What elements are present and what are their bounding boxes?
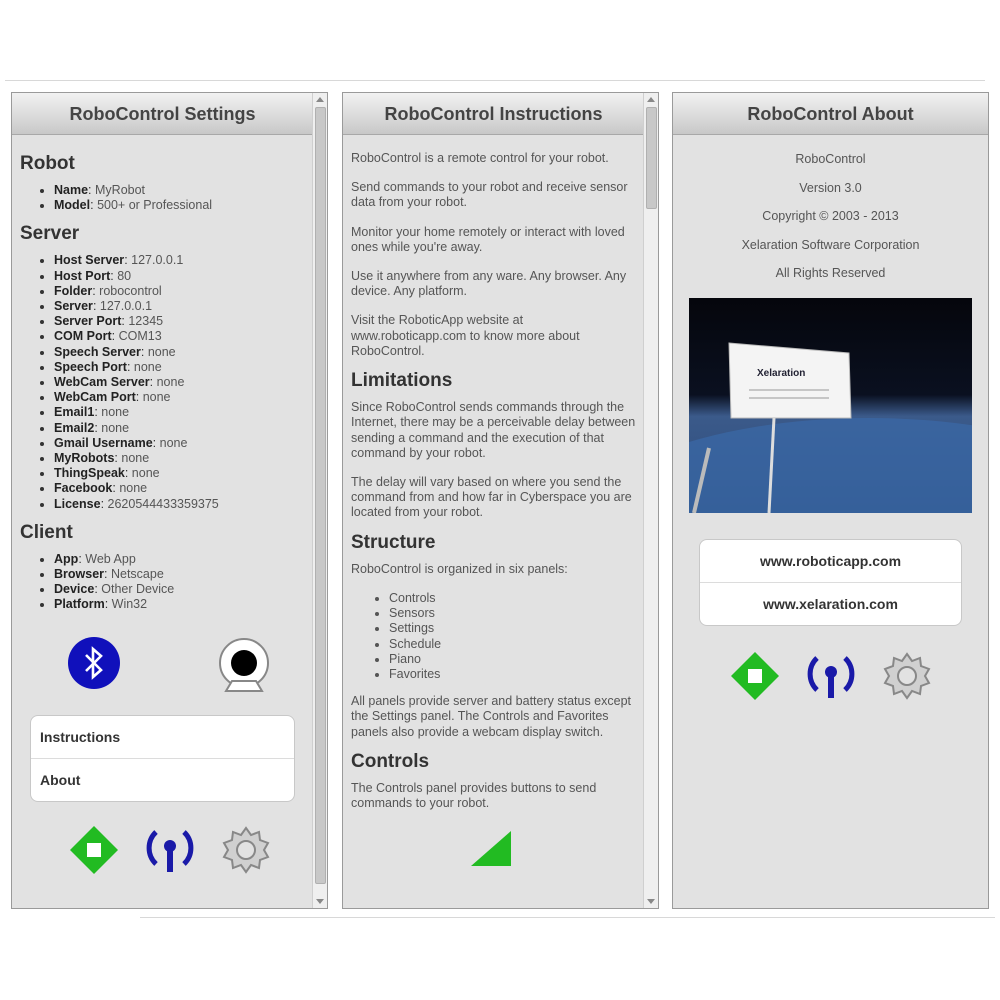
instructions-button[interactable]: Instructions: [31, 716, 294, 759]
section-heading-server: Server: [20, 223, 80, 245]
section-heading-robot: Robot: [20, 153, 75, 174]
limitations-paragraph: Since RoboControl sends commands through the Internet, there may be a perceivable delay between sending a command and the execution of that command by your robot.: [351, 400, 636, 460]
list-item: • Schedule: [389, 637, 638, 652]
list-item: • Host Port: 80: [54, 269, 305, 284]
list-item: • Piano: [389, 652, 638, 667]
rights-text: All Rights Reserved: [775, 266, 886, 280]
list-item: • Folder: robocontrol: [54, 284, 305, 299]
controls-heading: Controls: [351, 750, 430, 772]
list-item: • WebCam Server: none: [54, 375, 305, 390]
settings-title: RoboControl Settings: [12, 93, 313, 135]
list-item: • Controls: [389, 591, 638, 606]
xelaration-link[interactable]: www.xelaration.com: [763, 595, 898, 612]
list-item: • Email1: none: [54, 405, 305, 420]
bottom-divider: [140, 917, 995, 918]
settings-bottom-nav: [20, 824, 305, 884]
about-button[interactable]: About: [40, 771, 81, 788]
webcam-icon[interactable]: [216, 637, 272, 693]
settings-scrollbar[interactable]: [312, 93, 327, 908]
list-item: • Host Server: 127.0.0.1: [54, 253, 305, 268]
intro-paragraph: Visit the RoboticApp website at www.roboticapp.com to know more about RoboControl.: [351, 313, 580, 358]
list-item: • Name: MyRobot: [54, 183, 305, 198]
intro-paragraph: Send commands to your robot and receive sensor data from your robot.: [351, 180, 628, 210]
robot-list: [20, 183, 305, 213]
settings-gear-icon[interactable]: [220, 824, 272, 876]
controls-arrow-icon: [461, 826, 521, 866]
intro-paragraph: Monitor your home remotely or interact with loved ones while you're away.: [351, 224, 625, 254]
list-item: • Model: 500+ or Professional: [54, 198, 305, 213]
instructions-panel: [342, 92, 659, 909]
space-photo: [689, 298, 972, 513]
sensors-icon[interactable]: [805, 650, 857, 702]
bluetooth-icon[interactable]: [68, 637, 120, 689]
controls-icon[interactable]: [729, 650, 781, 702]
structure-list: [351, 591, 638, 682]
list-item: • Gmail Username: none: [54, 436, 305, 451]
about-links: [699, 539, 962, 626]
sensors-icon[interactable]: [144, 824, 196, 876]
scroll-thumb[interactable]: [646, 107, 657, 209]
photo-sign-text: Xelaration: [757, 367, 806, 379]
list-item: • Speech Port: none: [54, 360, 305, 375]
settings-gear-icon[interactable]: [881, 650, 933, 702]
structure-intro: RoboControl is organized in six panels:: [351, 561, 568, 576]
list-item: • App: Web App: [54, 552, 305, 567]
list-item: • Favorites: [389, 667, 638, 682]
controls-paragraph: The Controls panel provides buttons to send commands to your robot.: [351, 781, 597, 811]
section-heading-client: Client: [20, 521, 73, 543]
list-item: • Device: Other Device: [54, 582, 305, 597]
list-item: • Speech Server: none: [54, 345, 305, 360]
list-item: • Browser: Netscape: [54, 567, 305, 582]
list-item: • MyRobots: none: [54, 451, 305, 466]
app-name: RoboControl: [795, 152, 866, 166]
scroll-up-arrow-icon[interactable]: [316, 97, 324, 102]
list-item: • Email2: none: [54, 421, 305, 436]
top-divider: [5, 80, 985, 81]
about-photo: [689, 298, 972, 513]
instructions-scrollbar[interactable]: [643, 93, 658, 908]
scroll-down-arrow-icon[interactable]: [316, 899, 324, 904]
instructions-title: RoboControl Instructions: [343, 93, 644, 135]
settings-content: [12, 135, 327, 884]
settings-nav-buttons: [30, 715, 295, 802]
about-panel: [672, 92, 989, 909]
device-icons-row: [20, 637, 305, 707]
list-item: • Server Port: 12345: [54, 314, 305, 329]
company-text: Xelaration Software Corporation: [741, 237, 920, 252]
instructions-content: [343, 135, 658, 870]
intro-paragraph: RoboControl is a remote control for your robot.: [351, 151, 609, 165]
scroll-up-arrow-icon[interactable]: [647, 97, 655, 102]
scroll-thumb[interactable]: [315, 107, 326, 884]
scroll-down-arrow-icon[interactable]: [647, 899, 655, 904]
list-item: • COM Port: COM13: [54, 329, 305, 344]
list-item: • Server: 127.0.0.1: [54, 299, 305, 314]
client-list: [20, 552, 305, 613]
intro-paragraph: Use it anywhere from any ware. Any browser. Any device. Any platform.: [351, 269, 627, 299]
controls-icon[interactable]: [68, 824, 120, 876]
list-item: • Facebook: none: [54, 481, 305, 496]
version-text: Version 3.0: [799, 180, 862, 195]
limitations-heading: Limitations: [351, 370, 453, 392]
about-title: RoboControl About: [673, 93, 988, 135]
about-info: [673, 145, 988, 288]
roboticapp-link[interactable]: www.roboticapp.com: [700, 540, 961, 583]
list-item: • WebCam Port: none: [54, 390, 305, 405]
list-item: • Sensors: [389, 606, 638, 621]
list-item: • License: 2620544433359375: [54, 497, 305, 512]
limitations-paragraph: The delay will vary based on where you send the command from and how far in Cyberspace you are located from your robot.: [351, 475, 632, 520]
structure-heading: Structure: [351, 531, 436, 553]
list-item: • Platform: Win32: [54, 597, 305, 612]
list-item: • ThingSpeak: none: [54, 466, 305, 481]
server-list: [20, 253, 305, 511]
copyright-text: Copyright © 2003 - 2013: [762, 209, 899, 223]
settings-panel: [11, 92, 328, 909]
about-bottom-nav: [673, 650, 988, 710]
structure-note: All panels provide server and battery status except the Settings panel. The Controls and Favorites panels also provide a webcam display switch.: [351, 694, 632, 739]
list-item: • Settings: [389, 621, 638, 636]
